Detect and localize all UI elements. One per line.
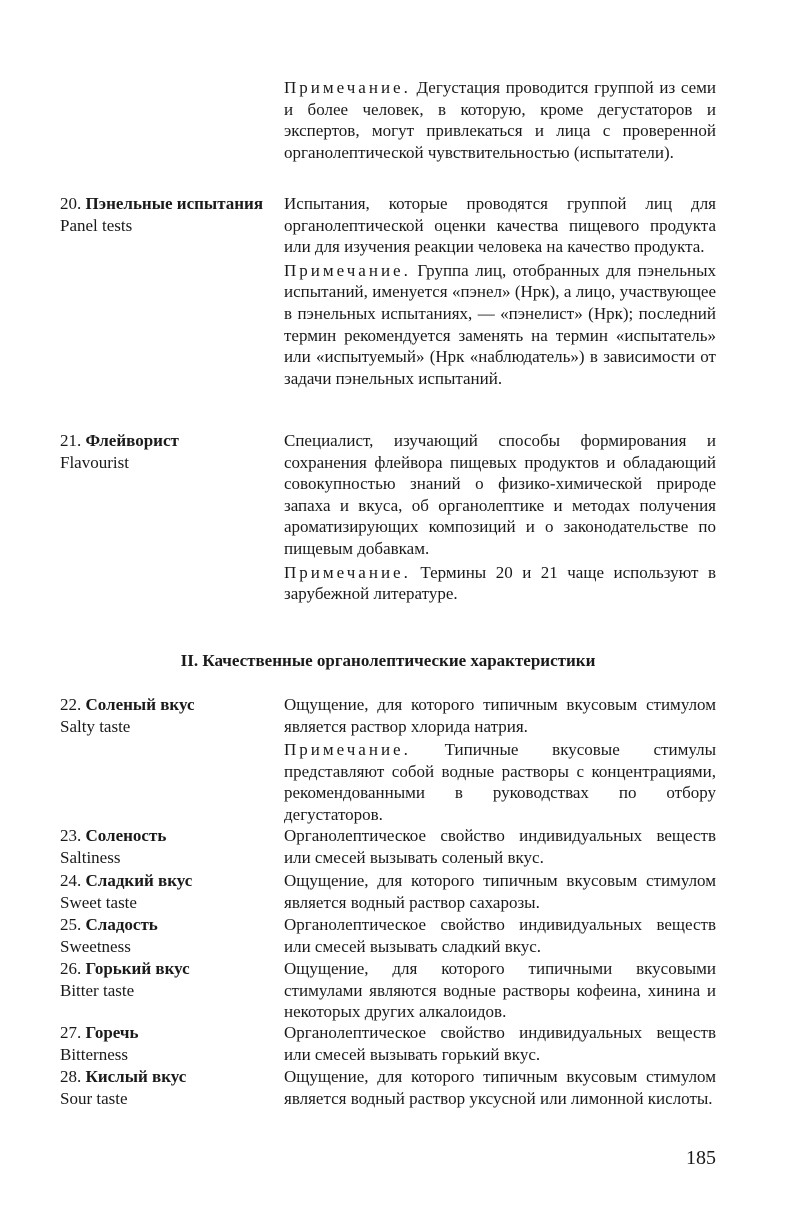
definition-paragraph: Ощущение, для которого типичными вкусовыми стимулами являются водные растворы кофеина, хинина и некоторых других алкалоидов. <box>284 959 716 1022</box>
term-russian: Сладкий вкус <box>85 871 193 890</box>
term-english: Panel tests <box>60 216 133 235</box>
term-22 <box>60 694 280 738</box>
term-number: 25. <box>60 915 82 934</box>
term-25 <box>60 914 280 958</box>
term-number: 23. <box>60 826 82 845</box>
definition-27 <box>284 1022 716 1067</box>
term-27 <box>60 1022 280 1066</box>
term-english: Sweet taste <box>60 893 137 912</box>
term-russian: Кислый вкус <box>85 1067 187 1086</box>
definition-note: Примечание. Группа лиц, отобранных для пэнельных испытаний, именуется «пэнел» (Нрк), а лицо, участвующее в пэнельных испытаниях, — «пэнелист» (Нрк); последний термин рекомендуется заменять на термин «испытатель» или «испытуемый» (Нрк «наблюдатель») в зависимости от задачи пэнельных испытаний. <box>284 260 716 388</box>
term-english: Sour taste <box>60 1089 128 1108</box>
term-number: 24. <box>60 871 82 890</box>
term-number: 20. <box>60 194 82 213</box>
term-english: Sweetness <box>60 937 131 956</box>
term-english: Flavourist <box>60 453 129 472</box>
term-number: 22. <box>60 695 82 714</box>
term-english: Salty taste <box>60 717 131 736</box>
term-english: Bitterness <box>60 1045 128 1064</box>
term-russian: Пэнельные испытания <box>85 194 264 213</box>
definition-paragraph: Ощущение, для которого типичным вкусовым стимулом является водный раствор сахарозы. <box>284 871 716 912</box>
page-number: 185 <box>686 1147 716 1169</box>
definition-28 <box>284 1066 716 1111</box>
definition-paragraph: Испытания, которые проводятся группой лиц для органолептической оценки качества пищевого продукта или для изучения реакции человека на качество продукта. <box>284 194 716 257</box>
definition-paragraph: Примечание. Дегустация проводится группой из семи и более человек, в которую, кроме дегустаторов и экспертов, могут привлекаться и лица с проверенной органолептической чувствительностью (испытатели). <box>284 78 716 162</box>
term-24 <box>60 870 280 914</box>
definition-paragraph: Ощущение, для которого типичным вкусовым стимулом является раствор хлорида натрия. <box>284 695 716 736</box>
definition-21 <box>284 430 716 607</box>
definition-22 <box>284 694 716 828</box>
note-label: Примечание. <box>284 78 411 97</box>
term-number: 27. <box>60 1023 82 1042</box>
term-english: Saltiness <box>60 848 121 867</box>
note-label: Примечание. <box>284 740 411 760</box>
term-russian: Сладость <box>85 915 158 934</box>
term-number: 26. <box>60 959 82 978</box>
definition-26 <box>284 958 716 1025</box>
term-26 <box>60 958 280 1002</box>
definition-paragraph: Органолептическое свойство индивидуальных веществ или смесей вызывать соленый вкус. <box>284 826 716 867</box>
term-russian: Флейворист <box>85 431 179 450</box>
term-20 <box>60 193 280 237</box>
note-label: Примечание. <box>284 260 411 280</box>
term-number: 21. <box>60 431 82 450</box>
term-russian: Соленый вкус <box>85 695 195 714</box>
definition-paragraph: Специалист, изучающий способы формирования и сохранения флейвора пищевых продуктов и обладающий совокупностью знаний о физико-химической природе запаха и вкуса, об органолептике и методах получения ароматизирующих композиций и о законодательстве по пищевым добавкам. <box>284 431 716 558</box>
term-russian: Горечь <box>85 1023 139 1042</box>
term-russian: Соленость <box>85 826 167 845</box>
definition-paragraph: Ощущение, для которого типичным вкусовым стимулом является водный раствор уксусной или лимонной кислоты. <box>284 1067 716 1108</box>
definition-note: Примечание. Термины 20 и 21 чаще используют в зарубежной литературе. <box>284 562 716 604</box>
definition-paragraph: Органолептическое свойство индивидуальных веществ или смесей вызывать горький вкус. <box>284 1023 716 1064</box>
term-28 <box>60 1066 280 1110</box>
term-russian: Горький вкус <box>85 959 190 978</box>
term-number: 28. <box>60 1067 82 1086</box>
definition-note: Примечание. Типичные вкусовые стимулы представляют собой водные растворы с концентрациями, рекомендованными в руководствах по отбору дегустаторов. <box>284 740 716 824</box>
definition-25 <box>284 914 716 959</box>
term-23 <box>60 825 280 869</box>
term-21 <box>60 430 280 474</box>
definition-intro-note <box>284 77 716 165</box>
definition-23 <box>284 825 716 870</box>
definition-24 <box>284 870 716 915</box>
definition-20 <box>284 193 716 391</box>
definition-paragraph: Органолептическое свойство индивидуальных веществ или смесей вызывать сладкий вкус. <box>284 915 716 956</box>
section-heading: II. Качественные органолептические характеристики <box>180 651 596 670</box>
term-english: Bitter taste <box>60 981 135 1000</box>
note-label: Примечание. <box>284 562 411 582</box>
